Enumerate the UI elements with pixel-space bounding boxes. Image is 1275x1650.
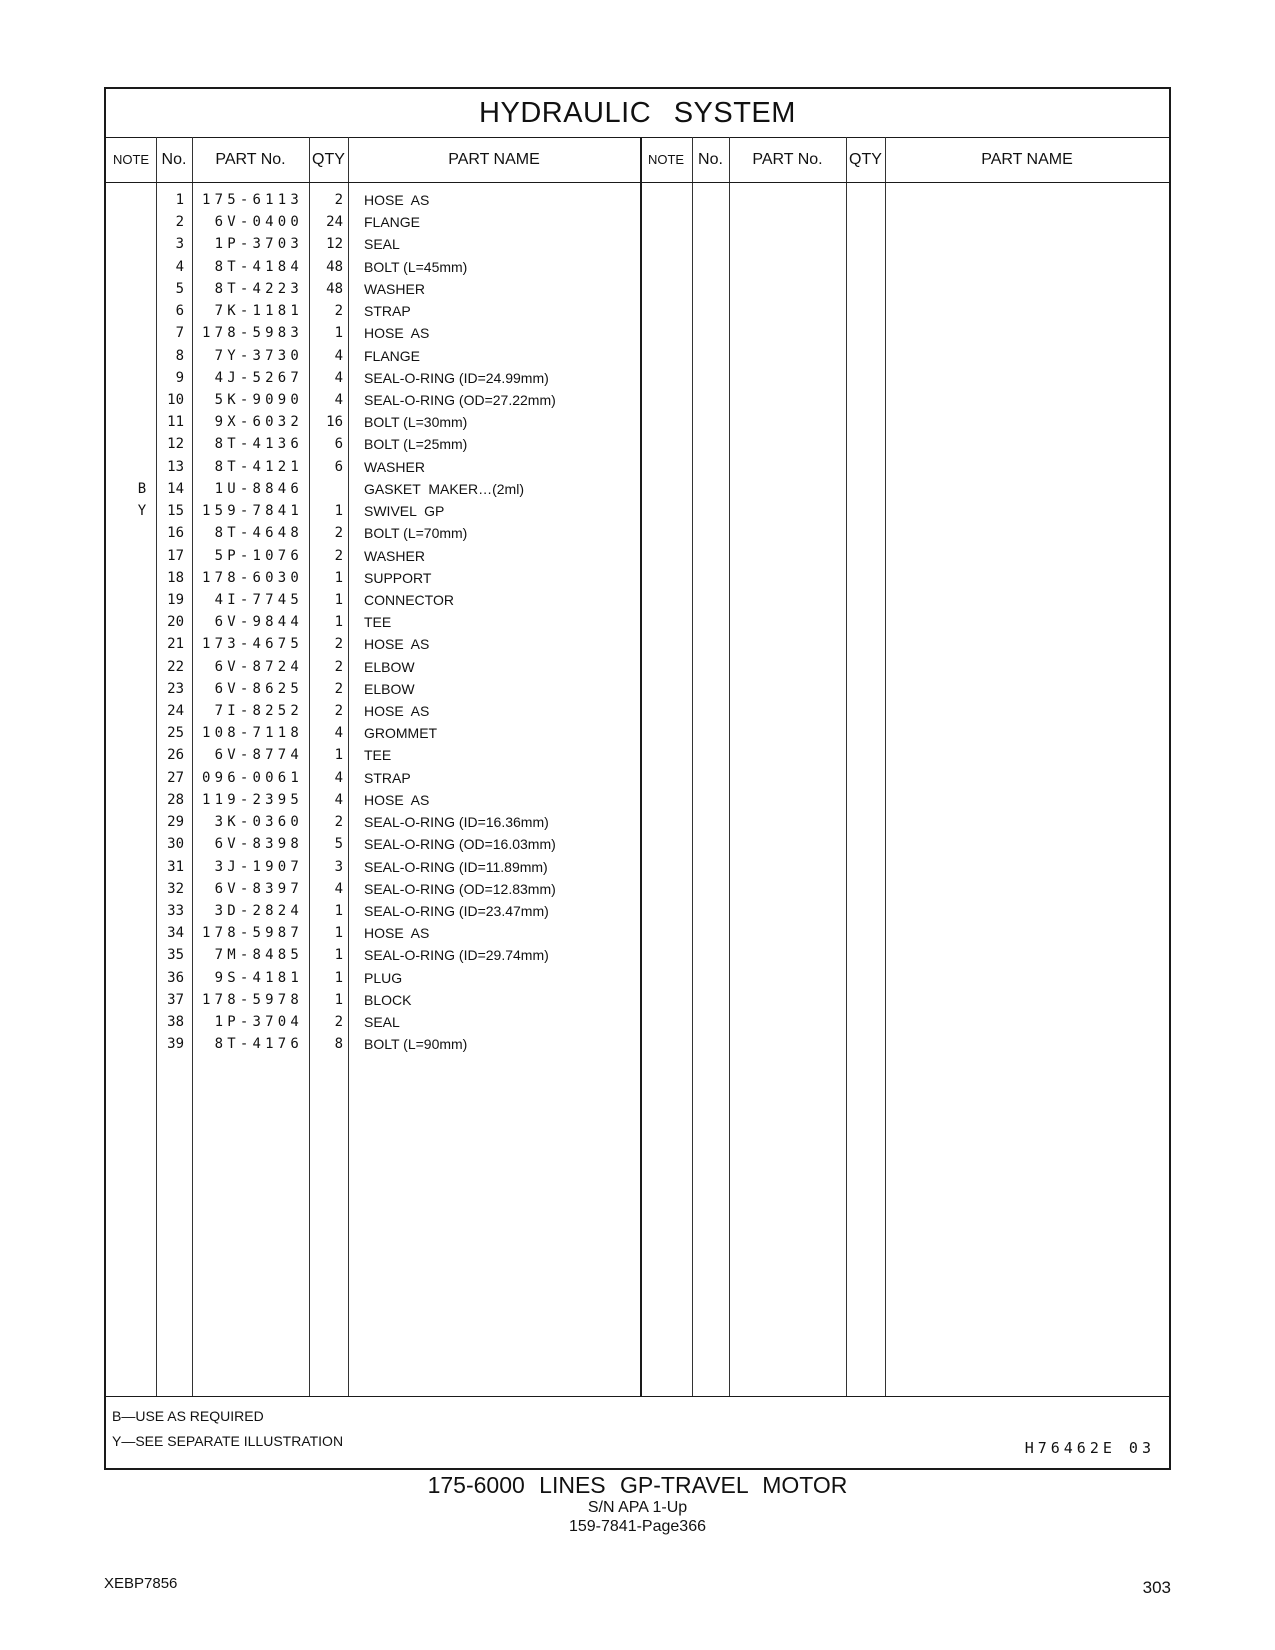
- row-number: 35: [167, 947, 184, 964]
- page-number: 303: [1142, 1578, 1171, 1597]
- part-number: 5P-1076: [214, 547, 303, 564]
- table-row: [106, 833, 646, 855]
- quantity: 4: [334, 791, 343, 808]
- row-number: 30: [167, 836, 184, 853]
- table-row: [106, 345, 646, 367]
- row-number: 21: [167, 636, 184, 653]
- part-name: BOLT (L=45mm): [364, 258, 468, 275]
- col-divider: [885, 137, 886, 1396]
- part-number: 178-5978: [201, 991, 303, 1008]
- quantity: 1: [334, 925, 343, 942]
- table-row: [106, 744, 646, 766]
- part-name: WASHER: [364, 547, 425, 564]
- part-number: 178-5983: [201, 325, 303, 342]
- table-row: [106, 367, 646, 389]
- part-number: 5K-9090: [214, 391, 303, 408]
- quantity: 24: [326, 214, 343, 231]
- quantity: 1: [334, 614, 343, 631]
- table-row: [106, 944, 646, 966]
- table-row: [106, 522, 646, 544]
- header-part-name: PART NAME: [448, 151, 540, 168]
- row-number: 19: [167, 591, 184, 608]
- row-number: 25: [167, 725, 184, 742]
- part-number: 1U-8846: [214, 480, 303, 497]
- part-number: 8T-4648: [214, 525, 303, 542]
- table-row: [106, 789, 646, 811]
- row-number: 29: [167, 814, 184, 831]
- header-qty-right: QTY: [849, 151, 882, 168]
- part-number: 6V-0400: [214, 214, 303, 231]
- part-name: BLOCK: [364, 991, 412, 1008]
- part-name: SEAL: [364, 236, 400, 253]
- part-number: 1P-3703: [214, 236, 303, 253]
- row-number: 36: [167, 969, 184, 986]
- part-name: SEAL-O-RING (OD=12.83mm): [364, 880, 556, 897]
- part-number: 3D-2824: [214, 903, 303, 919]
- part-name: FLANGE: [364, 347, 421, 364]
- part-number: 096-0061: [201, 769, 303, 786]
- row-number: 39: [167, 1036, 184, 1053]
- part-number: 8T-4136: [214, 436, 303, 453]
- row-number: 11: [167, 414, 184, 431]
- row-number: 10: [167, 391, 184, 408]
- quantity: 16: [326, 414, 343, 431]
- part-name: SEAL-O-RING (OD=16.03mm): [364, 836, 556, 853]
- quantity: 2: [334, 303, 343, 320]
- header-part-name-right: PART NAME: [981, 151, 1073, 168]
- row-number: 12: [167, 436, 184, 453]
- part-name: WASHER: [364, 458, 425, 475]
- table-row: [106, 567, 646, 589]
- quantity: 1: [334, 569, 343, 586]
- part-name: GASKET MAKER…(2ml): [364, 480, 524, 497]
- row-number: 38: [167, 1014, 184, 1031]
- row-number: 16: [167, 525, 184, 542]
- document-id: XEBP7856: [104, 1575, 178, 1592]
- part-name: BOLT (L=25mm): [364, 436, 468, 453]
- part-name: BOLT (L=30mm): [364, 414, 468, 431]
- part-name: GROMMET: [364, 725, 438, 742]
- notes-legend: [112, 1404, 343, 1454]
- row-number: 20: [167, 614, 184, 631]
- row-number: 15: [167, 503, 184, 520]
- part-number: 3K-0360: [214, 814, 303, 831]
- table-row: [106, 478, 646, 500]
- quantity: 1: [334, 903, 343, 919]
- part-number: 6V-9844: [214, 614, 303, 631]
- quantity: 1: [334, 991, 343, 1008]
- row-number: 28: [167, 791, 184, 808]
- table-row: [106, 589, 646, 611]
- quantity: 5: [334, 836, 343, 853]
- row-number: 17: [167, 547, 184, 564]
- quantity: 2: [334, 703, 343, 720]
- quantity: 6: [334, 436, 343, 453]
- quantity: 1: [334, 969, 343, 986]
- row-number: 31: [167, 858, 184, 875]
- table-row: [106, 189, 646, 211]
- quantity: 4: [334, 391, 343, 408]
- table-row: [106, 233, 646, 255]
- header-rule: [106, 182, 1169, 183]
- part-name: SEAL-O-RING (OD=27.22mm): [364, 391, 556, 408]
- group-caption: 175-6000 LINES GP-TRAVEL MOTOR: [427, 1472, 848, 1498]
- table-row: [106, 700, 646, 722]
- row-number: 24: [167, 703, 184, 720]
- part-number: 8T-4223: [214, 280, 303, 297]
- part-number: 4I-7745: [214, 591, 303, 608]
- row-number: 33: [167, 903, 184, 919]
- table-row: [106, 811, 646, 833]
- quantity: 4: [334, 769, 343, 786]
- note-y: Y—SEE SEPARATE ILLUSTRATION: [112, 1433, 344, 1449]
- table-row: [106, 1033, 646, 1055]
- row-number: 5: [175, 280, 184, 297]
- part-name: BOLT (L=90mm): [364, 1036, 468, 1053]
- col-divider: [729, 137, 730, 1396]
- quantity: 2: [334, 680, 343, 697]
- table-row: [106, 878, 646, 900]
- part-number: 9X-6032: [214, 414, 303, 431]
- header-no: No.: [161, 151, 187, 168]
- quantity: 1: [334, 325, 343, 342]
- part-number: 7K-1181: [214, 303, 303, 320]
- quantity: 2: [334, 814, 343, 831]
- illustration-code: H76462E 03: [1024, 1439, 1155, 1457]
- row-number: 1: [175, 192, 184, 208]
- quantity: 1: [334, 947, 343, 964]
- quantity: 2: [334, 525, 343, 542]
- part-name: HOSE AS: [364, 192, 430, 208]
- header-no-right: No.: [698, 151, 723, 168]
- part-number: 119-2395: [201, 791, 303, 808]
- quantity: 2: [334, 636, 343, 653]
- part-number: 159-7841: [201, 503, 303, 520]
- table-row: [106, 656, 646, 678]
- parts-table-frame: [104, 87, 1171, 1470]
- part-number: 6V-8397: [214, 880, 303, 897]
- part-name: SEAL: [364, 1014, 400, 1031]
- part-name: TEE: [364, 614, 392, 631]
- part-name: HOSE AS: [364, 703, 430, 720]
- footer-rule: [106, 1396, 1169, 1397]
- part-name: SEAL-O-RING (ID=23.47mm): [364, 903, 549, 919]
- page-title: HYDRAULIC SYSTEM: [106, 89, 1169, 138]
- part-number: 175-6113: [201, 192, 303, 208]
- row-number: 14: [167, 480, 184, 497]
- table-row: [106, 211, 646, 233]
- part-name: ELBOW: [364, 658, 415, 675]
- row-note: Y: [137, 503, 147, 520]
- part-name: WASHER: [364, 280, 425, 297]
- row-number: 37: [167, 991, 184, 1008]
- quantity: 2: [334, 1014, 343, 1031]
- quantity: 4: [334, 369, 343, 386]
- table-row: [106, 456, 646, 478]
- row-number: 7: [175, 325, 184, 342]
- table-row: [106, 722, 646, 744]
- table-row: [106, 433, 646, 455]
- part-number: 6V-8724: [214, 658, 303, 675]
- row-number: 2: [175, 214, 184, 231]
- part-name: ELBOW: [364, 680, 415, 697]
- table-row: [106, 767, 646, 789]
- part-name: FLANGE: [364, 214, 421, 231]
- row-number: 18: [167, 569, 184, 586]
- header-qty: QTY: [312, 151, 345, 168]
- row-number: 32: [167, 880, 184, 897]
- part-number: 8T-4121: [214, 458, 303, 475]
- part-name: HOSE AS: [364, 636, 430, 653]
- part-number: 4J-5267: [214, 369, 303, 386]
- table-row: [106, 1011, 646, 1033]
- part-name: SEAL-O-RING (ID=29.74mm): [364, 947, 549, 964]
- part-number: 6V-8774: [214, 747, 303, 764]
- table-row: [106, 278, 646, 300]
- table-row: [106, 967, 646, 989]
- part-name: CONNECTOR: [364, 591, 454, 608]
- part-number: 8T-4176: [214, 1036, 303, 1053]
- quantity: 12: [326, 236, 343, 253]
- quantity: 48: [326, 258, 343, 275]
- table-row: [106, 256, 646, 278]
- table-row: [106, 411, 646, 433]
- row-number: 13: [167, 458, 184, 475]
- quantity: 6: [334, 458, 343, 475]
- quantity: 2: [334, 192, 343, 208]
- table-row: [106, 545, 646, 567]
- header-note: NOTE: [112, 152, 150, 167]
- table-row: [106, 500, 646, 522]
- quantity: 8: [334, 1036, 343, 1053]
- header-part-no-right: PART No.: [752, 151, 823, 168]
- part-number: 6V-8398: [214, 836, 303, 853]
- part-number: 9S-4181: [214, 969, 303, 986]
- part-name: STRAP: [364, 303, 411, 320]
- row-note: B: [137, 480, 147, 497]
- part-number: 7I-8252: [214, 703, 303, 720]
- part-number: 178-6030: [201, 569, 303, 586]
- table-row: [106, 856, 646, 878]
- table-row: [106, 678, 646, 700]
- row-number: 6: [175, 303, 184, 320]
- serial-range: S/N APA 1-Up: [587, 1499, 688, 1516]
- table-row: [106, 900, 646, 922]
- quantity: 1: [334, 503, 343, 520]
- part-number: 6V-8625: [214, 680, 303, 697]
- table-row: [106, 989, 646, 1011]
- row-number: 8: [175, 347, 184, 364]
- part-name: SEAL-O-RING (ID=11.89mm): [364, 858, 548, 875]
- part-name: HOSE AS: [364, 791, 430, 808]
- parts-list: [106, 189, 646, 1056]
- part-name: SUPPORT: [364, 569, 432, 586]
- quantity: 1: [334, 747, 343, 764]
- row-number: 9: [175, 369, 184, 386]
- quantity: 4: [334, 880, 343, 897]
- table-row: [106, 922, 646, 944]
- col-divider: [692, 137, 693, 1396]
- part-number: 108-7118: [201, 725, 303, 742]
- quantity: 1: [334, 591, 343, 608]
- table-row: [106, 322, 646, 344]
- header-part-no: PART No.: [215, 151, 286, 168]
- row-number: 23: [167, 680, 184, 697]
- table-row: [106, 633, 646, 655]
- part-name: SWIVEL GP: [364, 503, 445, 520]
- col-divider: [846, 137, 847, 1396]
- row-number: 4: [175, 258, 184, 275]
- part-name: STRAP: [364, 769, 411, 786]
- header-note-right: NOTE: [647, 152, 685, 167]
- row-number: 27: [167, 769, 184, 786]
- part-number: 173-4675: [201, 636, 303, 653]
- row-number: 3: [175, 236, 184, 253]
- part-name: SEAL-O-RING (ID=24.99mm): [364, 369, 549, 386]
- note-b: B—USE AS REQUIRED: [112, 1408, 264, 1424]
- quantity: 4: [334, 347, 343, 364]
- part-number: 1P-3704: [214, 1014, 303, 1031]
- part-name: BOLT (L=70mm): [364, 525, 468, 542]
- quantity: 2: [334, 547, 343, 564]
- part-number: 8T-4184: [214, 258, 303, 275]
- table-row: [106, 389, 646, 411]
- row-number: 22: [167, 658, 184, 675]
- table-row: [106, 611, 646, 633]
- part-name: HOSE AS: [364, 325, 430, 342]
- quantity: 4: [334, 725, 343, 742]
- row-number: 26: [167, 747, 184, 764]
- part-number: 178-5987: [201, 925, 303, 942]
- row-number: 34: [167, 925, 184, 942]
- quantity: 48: [326, 280, 343, 297]
- page-reference: 159-7841-Page366: [568, 1518, 706, 1535]
- part-name: HOSE AS: [364, 925, 430, 942]
- part-name: SEAL-O-RING (ID=16.36mm): [364, 814, 549, 831]
- quantity: 2: [334, 658, 343, 675]
- quantity: 3: [334, 858, 343, 875]
- table-row: [106, 300, 646, 322]
- part-name: TEE: [364, 747, 392, 764]
- part-number: 7M-8485: [214, 947, 303, 964]
- part-name: PLUG: [364, 969, 403, 986]
- part-number: 7Y-3730: [214, 347, 303, 364]
- part-number: 3J-1907: [214, 858, 303, 875]
